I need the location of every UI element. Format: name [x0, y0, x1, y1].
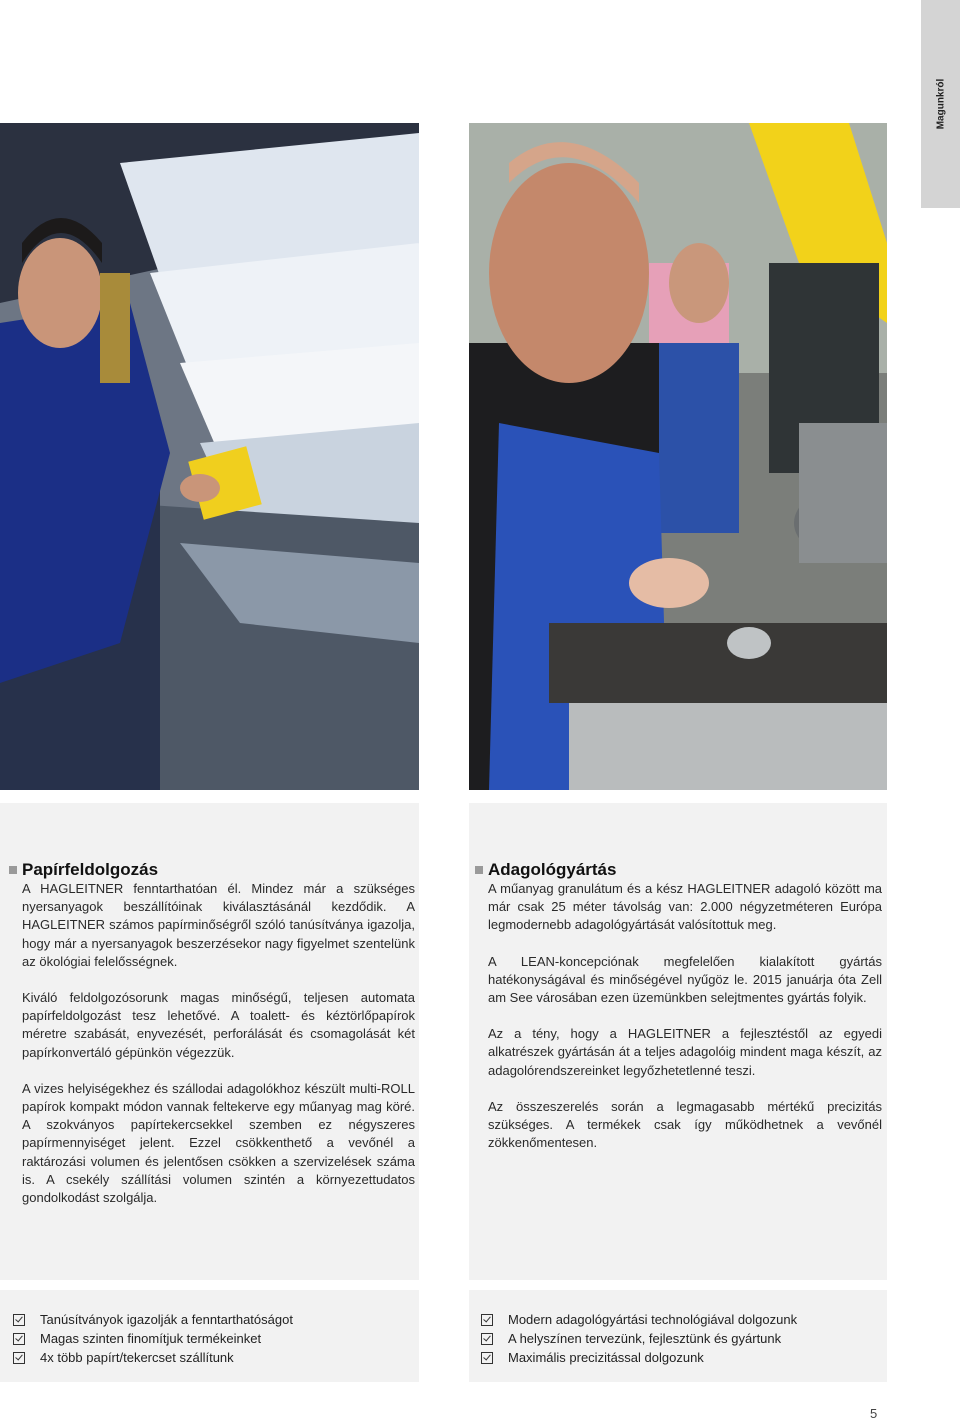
checkbox-checked-icon — [13, 1314, 25, 1326]
paragraph: Az összeszerelés során a legmagasabb mértékű precizitás szükséges. A termékek csak így működhetnek a vevőnél zökkenőmentesen. — [488, 1098, 882, 1151]
left-column — [22, 860, 415, 1225]
paper-machine-photo — [0, 123, 419, 790]
paragraph: A műanyag granulátum és a kész HAGLEITNER adagoló között ma már csak 25 méter távolság van: 2.000 négyzetméteren Európa legmodernebb adagológyártását valósítottuk meg. — [488, 881, 882, 933]
bullet-square-icon — [9, 866, 17, 874]
page-number: 5 — [870, 1406, 878, 1421]
list-item: A helyszínen tervezünk, fejlesztünk és gyártunk — [481, 1329, 797, 1348]
list-item: Modern adagológyártási technológiával dolgozunk — [481, 1310, 797, 1329]
paragraph: A LEAN-koncepciónak megfelelően kialakított gyártás hatékonyságával és minőségével nyűgöz le. 2015 januárja óta Zell am See városában ezen üzemünkben selejtmentes gyártás folyik. — [488, 953, 882, 1006]
paragraph: A HAGLEITNER fenntarthatóan él. Mindez már a szükséges nyersanyagok beszállítóinak kiválasztásánál kezdődik. A HAGLEITNER számos papírminőségről szóló tanúsítványa igazolja, hogy már a nyersanyagok beszerzésekor nagy figyelmet szentelünk az ökológiai felelősségnek. — [22, 881, 415, 969]
checkbox-checked-icon — [13, 1352, 25, 1364]
list-item: Tanúsítványok igazolják a fenntarthatóságot — [13, 1310, 293, 1329]
paragraph: Kiváló feldolgozósorunk magas minőségű, teljesen automata papírfeldolgozást tesz lehetővé. A toalett- és kéztörlőpapírok méretre szabását, enyvezését, perforálását és csomagolását két papírkonvertáló gépünkön végezzük. — [22, 990, 415, 1060]
left-checklist — [13, 1310, 293, 1367]
checkbox-checked-icon — [481, 1352, 493, 1364]
side-section-tab — [921, 0, 960, 208]
paragraph: A vizes helyiségekhez és szállodai adagolókhoz készült multi-ROLL papírok kompakt módon vannak feltekerve egy műanyag mag köré. A szokványos papírtekercsekkel szemben ez négyszeres papírmennyiséget jelent. Ezzel csökkenthető a vevőnél a raktározási volumen és jelentősen csökken a szervizelések száma is. A csekély szállítási volumen szintén a környezettudatos gondolkodást szolgálja. — [22, 1080, 415, 1206]
right-checklist — [481, 1310, 797, 1367]
right-column — [488, 860, 882, 1170]
checkbox-checked-icon — [481, 1333, 493, 1345]
section-heading-dispenser: Adagológyártás — [488, 860, 882, 880]
section-heading-paper: Papírfeldolgozás — [22, 860, 415, 880]
list-item: Maximális precizitással dolgozunk — [481, 1348, 797, 1367]
checkbox-checked-icon — [13, 1333, 25, 1345]
side-tab-label: Magunkról — [935, 78, 946, 130]
checkbox-checked-icon — [481, 1314, 493, 1326]
bullet-square-icon — [475, 866, 483, 874]
list-item: Magas szinten finomítjuk termékeinket — [13, 1329, 293, 1348]
paragraph: Az a tény, hogy a HAGLEITNER a fejlesztéstől az egyedi alkatrészek gyártásán át a teljes adagolóig mindent maga készít, az adagolórendszereinket legyőzhetetlenné teszi. — [488, 1026, 882, 1078]
dispenser-assembly-photo — [469, 123, 887, 790]
list-item: 4x több papírt/tekercset szállítunk — [13, 1348, 293, 1367]
